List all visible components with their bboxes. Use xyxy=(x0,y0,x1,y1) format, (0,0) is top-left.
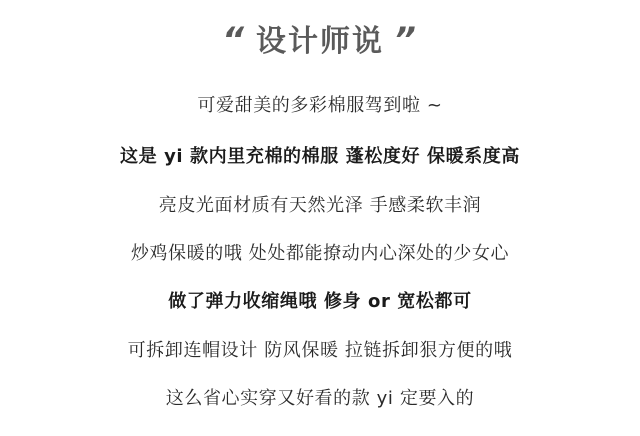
description-line-1: 可爱甜美的多彩棉服驾到啦 ~ xyxy=(197,95,443,116)
description-line-4: 炒鸡保暖的哦 处处都能撩动内心深处的少女心 xyxy=(130,243,510,264)
description-line-3: 亮皮光面材质有天然光泽 手感柔软丰润 xyxy=(158,195,482,216)
description-line-5: 做了弹力收缩绳哦 修身 or 宽松都可 xyxy=(168,291,472,312)
open-quote-mark: “ xyxy=(222,20,246,60)
close-quote-mark: ” xyxy=(394,20,418,60)
description-line-7: 这么省心实穿又好看的款 yi 定要入的 xyxy=(165,388,475,409)
description-line-6: 可拆卸连帽设计 防风保暖 拉链拆卸狠方便的哦 xyxy=(127,340,513,361)
designer-says-heading xyxy=(0,20,640,64)
description-line-2: 这是 yi 款内里充棉的棉服 蓬松度好 保暖系度高 xyxy=(120,146,520,167)
heading-title: 设计师说 xyxy=(256,24,384,59)
